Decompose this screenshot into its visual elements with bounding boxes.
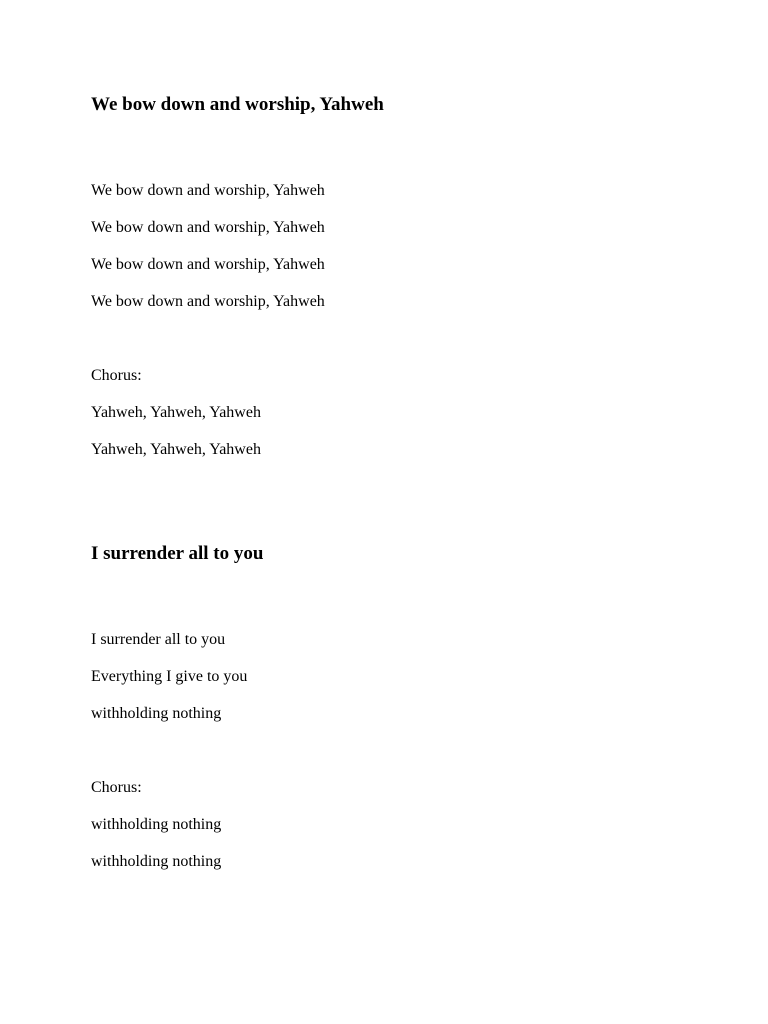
chorus-label: Chorus: — [91, 779, 142, 796]
chorus-line: Yahweh, Yahweh, Yahweh — [91, 404, 261, 421]
verse-line: withholding nothing — [91, 705, 222, 722]
chorus-label: Chorus: — [91, 367, 142, 384]
song-title: I surrender all to you — [91, 543, 264, 564]
chorus-line: Yahweh, Yahweh, Yahweh — [91, 441, 261, 458]
verse-line: We bow down and worship, Yahweh — [91, 182, 325, 199]
verse-line: We bow down and worship, Yahweh — [91, 256, 325, 273]
chorus — [91, 806, 731, 880]
verse — [91, 172, 731, 320]
song-i-surrender — [91, 542, 731, 880]
verse-line: We bow down and worship, Yahweh — [91, 293, 325, 310]
song-we-bow-down — [91, 93, 731, 468]
chorus-line: withholding nothing — [91, 853, 222, 870]
chorus-line: withholding nothing — [91, 816, 222, 833]
verse-line: I surrender all to you — [91, 631, 226, 648]
song-title: We bow down and worship, Yahweh — [91, 94, 384, 115]
verse — [91, 621, 731, 732]
verse-line: We bow down and worship, Yahweh — [91, 219, 325, 236]
verse-line: Everything I give to you — [91, 668, 248, 685]
chorus — [91, 394, 731, 468]
